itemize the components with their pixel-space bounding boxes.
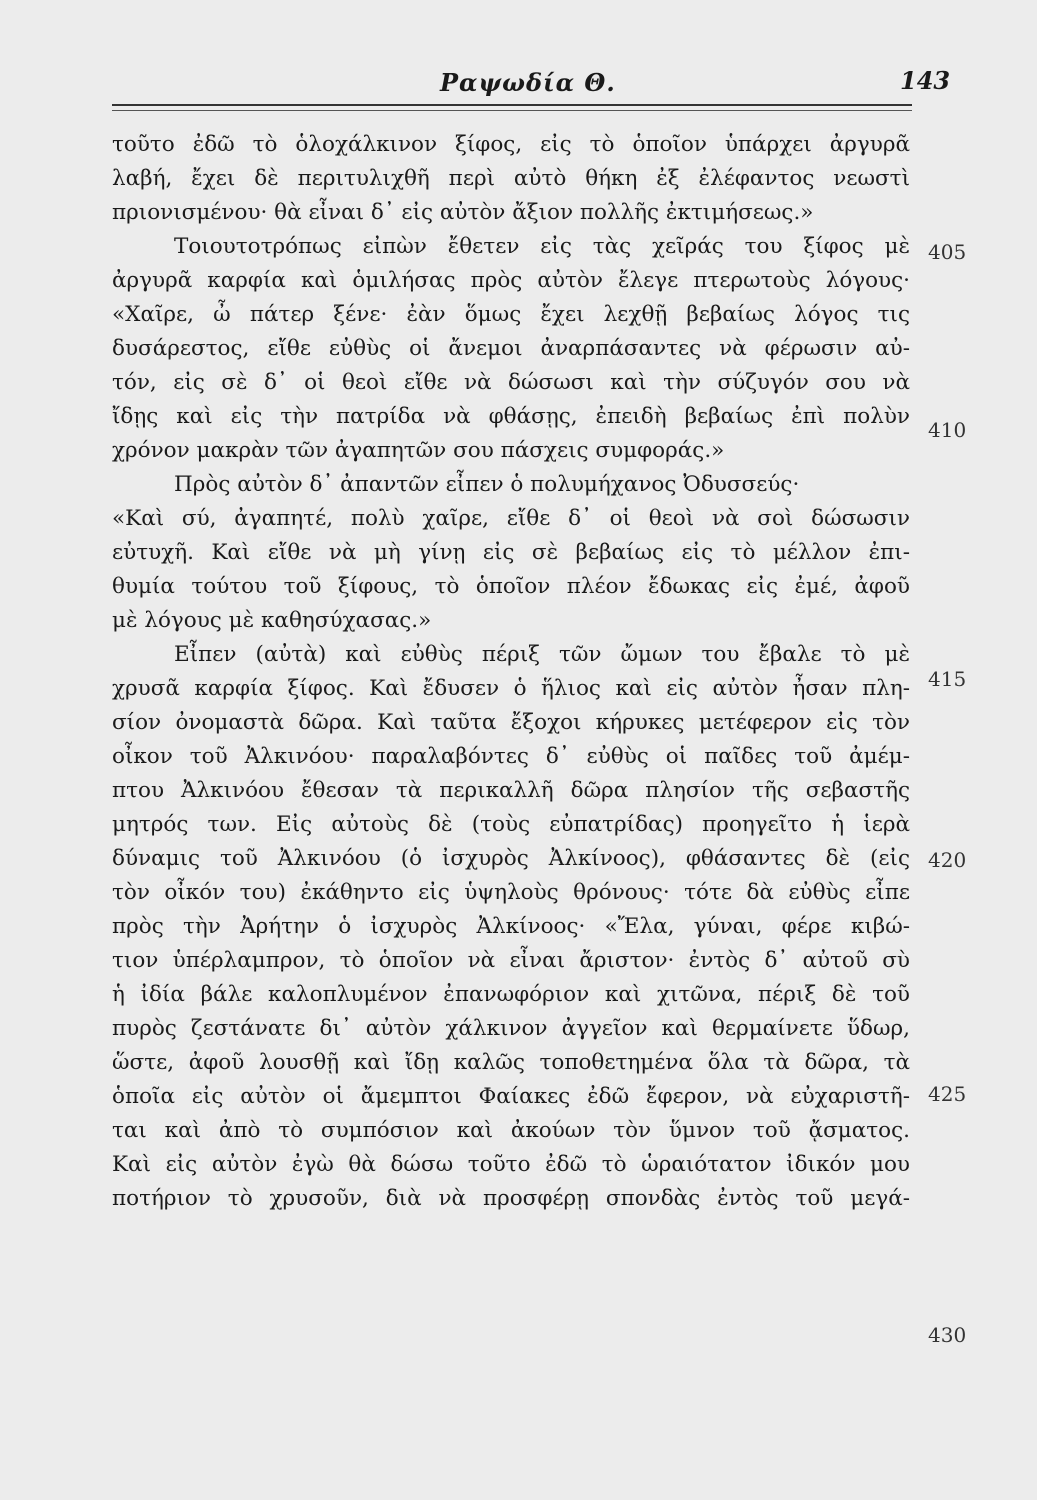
text-line: ὁποῖα εἰς αὐτὸν οἱ ἄμεμπτοι Φαίακες ἐδῶ ἔφερον, νὰ εὐχαριστῆ- xyxy=(112,1084,910,1109)
line-number-425: 425 xyxy=(928,1082,967,1106)
text-line: «Χαῖρε, ὦ πάτερ ξένε· ἐὰν ὅμως ἔχει λεχθῇ βεβαίως λόγος τις xyxy=(112,302,910,327)
text-line: Καὶ εἰς αὐτὸν ἐγὼ θὰ δώσω τοῦτο ἐδῶ τὸ ὡραιότατον ἰδικόν μου xyxy=(112,1152,910,1177)
text-line: οἶκον τοῦ Ἀλκινόου· παραλαβόντες δ᾽ εὐθὺς οἱ παῖδες τοῦ ἀμέμ- xyxy=(112,744,910,769)
text-line: λαβή, ἔχει δὲ περιτυλιχθῆ περὶ αὐτὸ θήκη ἐξ ἐλέφαντος νεωστὶ xyxy=(112,166,910,191)
text-line: τόν, εἰς σὲ δ᾽ οἱ θεοὶ εἴθε νὰ δώσωσι καὶ τὴν σύζυγόν σου νὰ xyxy=(112,370,910,395)
text-line: χρόνον μακρὰν τῶν ἀγαπητῶν σου πάσχεις συμφοράς.» xyxy=(112,438,725,463)
text-line: πριονισμένου· θὰ εἶναι δ᾽ εἰς αὐτὸν ἄξιον πολλῆς ἐκτιμήσεως.» xyxy=(112,200,814,225)
text-line: ὥστε, ἀφοῦ λουσθῇ καὶ ἴδῃ καλῶς τοποθετημένα ὅλα τὰ δῶρα, τὰ xyxy=(112,1050,910,1075)
running-header-title: Ραψωδία Θ. xyxy=(440,68,616,97)
text-line: πυρὸς ζεστάνατε δι᾽ αὐτὸν χάλκινον ἀγγεῖον καὶ θερμαίνετε ὕδωρ, xyxy=(112,1016,910,1041)
text-line: Τοιουτοτρόπως εἰπὼν ἔθετεν εἰς τὰς χεῖράς του ξίφος μὲ xyxy=(174,234,910,259)
text-line: «Καὶ σύ, ἀγαπητέ, πολὺ χαῖρε, εἴθε δ᾽ οἱ θεοὶ νὰ σοὶ δώσωσιν xyxy=(112,506,910,531)
text-line: ἀργυρᾶ καρφία καὶ ὁμιλήσας πρὸς αὐτὸν ἔλεγε πτερωτοὺς λόγους· xyxy=(112,268,910,293)
text-line: τιον ὑπέρλαμπρον, τὸ ὁποῖον νὰ εἶναι ἄριστον· ἐντὸς δ᾽ αὐτοῦ σὺ xyxy=(112,948,910,973)
text-line: ἡ ἰδία βάλε καλοπλυμένον ἐπανωφόριον καὶ χιτῶνα, πέριξ δὲ τοῦ xyxy=(112,982,910,1007)
text-line: τὸν οἶκόν του) ἐκάθηντο εἰς ὑψηλοὺς θρόνους· τότε δὰ εὐθὺς εἶπε xyxy=(112,880,910,905)
text-line: ποτήριον τὸ χρυσοῦν, διὰ νὰ προσφέρῃ σπονδὰς ἐντὸς τοῦ μεγά- xyxy=(112,1186,910,1211)
header-rule xyxy=(112,104,912,106)
text-line: μὲ λόγους μὲ καθησύχασας.» xyxy=(112,608,432,633)
text-line: ται καὶ ἀπὸ τὸ συμπόσιον καὶ ἀκούων τὸν ὕμνον τοῦ ᾄσματος. xyxy=(112,1118,910,1143)
header-rule-thin xyxy=(112,110,912,111)
text-line: θυμία τούτου τοῦ ξίφους, τὸ ὁποῖον πλέον ἔδωκας εἰς ἐμέ, ἀφοῦ xyxy=(112,574,910,599)
text-line: χρυσᾶ καρφία ξίφος. Καὶ ἔδυσεν ὁ ἥλιος καὶ εἰς αὐτὸν ἦσαν πλη- xyxy=(112,676,910,701)
text-line: τοῦτο ἐδῶ τὸ ὁλοχάλκινον ξίφος, εἰς τὸ ὁποῖον ὑπάρχει ἀργυρᾶ xyxy=(112,132,910,157)
text-line: πρὸς τὴν Ἀρήτην ὁ ἰσχυρὸς Ἀλκίνοος· «Ἔλα, γύναι, φέρε κιβώ- xyxy=(112,914,910,939)
text-line: Εἶπεν (αὐτὰ) καὶ εὐθὺς πέριξ τῶν ὤμων του ἔβαλε τὸ μὲ xyxy=(174,642,910,667)
line-number-430: 430 xyxy=(928,1323,967,1347)
text-line: σίον ὀνομαστὰ δῶρα. Καὶ ταῦτα ἔξοχοι κήρυκες μετέφερον εἰς τὸν xyxy=(112,710,910,735)
text-line: δυσάρεστος, εἴθε εὐθὺς οἱ ἄνεμοι ἀναρπάσαντες νὰ φέρωσιν αὐ- xyxy=(112,336,910,361)
page-number: 143 xyxy=(900,66,951,95)
line-number-415: 415 xyxy=(928,667,967,691)
text-line: μητρός των. Εἰς αὐτοὺς δὲ (τοὺς εὐπατρίδας) προηγεῖτο ἡ ἱερὰ xyxy=(112,812,910,837)
line-number-405: 405 xyxy=(928,240,967,264)
text-line: πτου Ἀλκινόου ἔθεσαν τὰ περικαλλῆ δῶρα πλησίον τῆς σεβαστῆς xyxy=(112,778,910,803)
text-line: Πρὸς αὐτὸν δ᾽ ἀπαντῶν εἶπεν ὁ πολυμήχανος Ὀδυσσεύς· xyxy=(174,472,800,497)
text-line: εὐτυχῆ. Καὶ εἴθε νὰ μὴ γίνῃ εἰς σὲ βεβαίως εἰς τὸ μέλλον ἐπι- xyxy=(112,540,910,565)
line-number-420: 420 xyxy=(928,848,967,872)
text-line: δύναμις τοῦ Ἀλκινόου (ὁ ἰσχυρὸς Ἀλκίνοος), φθάσαντες δὲ (εἰς xyxy=(112,846,910,871)
body-text xyxy=(112,128,910,1216)
text-line: ἴδῃς καὶ εἰς τὴν πατρίδα νὰ φθάσῃς, ἐπειδὴ βεβαίως ἐπὶ πολὺν xyxy=(112,404,910,429)
line-number-410: 410 xyxy=(928,418,967,442)
